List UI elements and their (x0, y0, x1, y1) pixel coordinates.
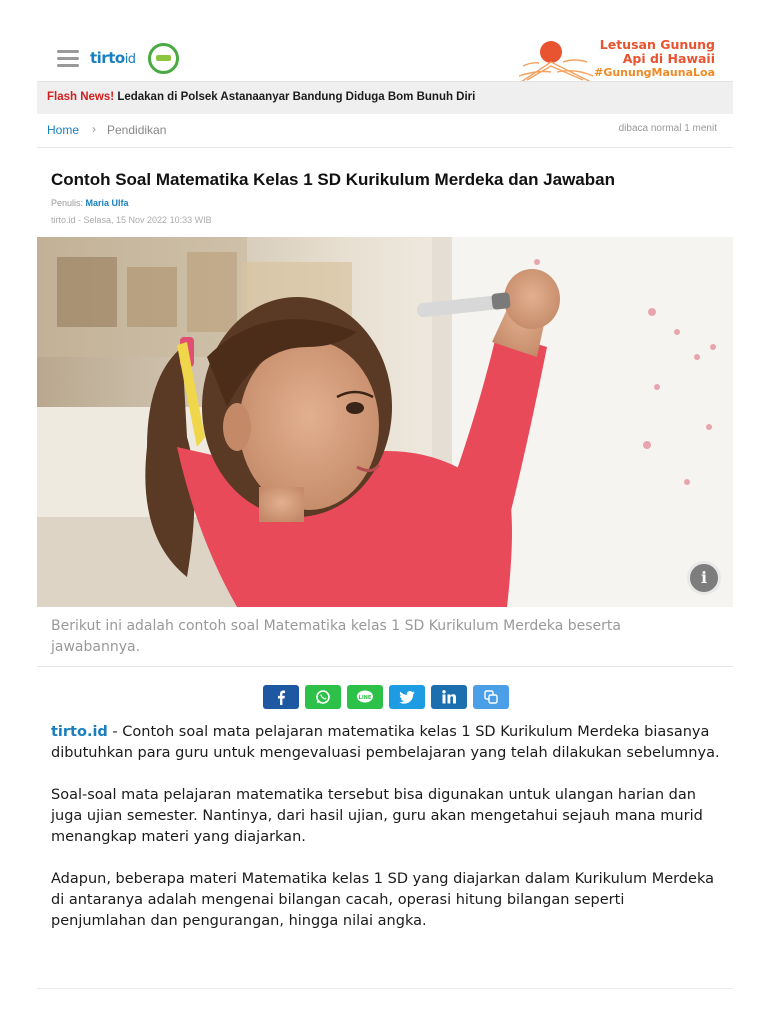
promo-line-1: Letusan Gunung (599, 37, 715, 52)
line-share-button[interactable] (347, 685, 383, 709)
twitter-share-button[interactable] (389, 685, 425, 709)
svg-text:LINE: LINE (358, 695, 372, 701)
article-body (51, 722, 721, 953)
facebook-share-button[interactable] (263, 685, 299, 709)
breadcrumb (37, 114, 733, 148)
info-icon[interactable]: i (687, 561, 721, 595)
volcano-sun-icon (517, 36, 595, 82)
article-paragraph-2: Soal-soal mata pelajaran matematika tersebut bisa digunakan untuk ulangan harian dan juga ujian semester. Nantinya, dari hasil ujian, guru akan mengetahui sejauh mana murid menangkap materi yang diajarkan. (51, 787, 703, 845)
divider (37, 666, 733, 667)
anniversary-badge-icon (148, 43, 179, 74)
hamburger-menu-icon[interactable] (57, 50, 79, 68)
article-paragraph-1 (51, 722, 721, 764)
girl-writing-on-whiteboard-photo (37, 237, 733, 607)
share-bar (263, 685, 509, 709)
paragraph-1-text: - Contoh soal mata pelajaran matematika kelas 1 SD Kurikulum Merdeka biasanya dibutuhkan para guru untuk mengevaluasi pembelajaran yang telah dilakukan sebelumnya. (51, 724, 720, 761)
line-icon (356, 690, 374, 704)
whatsapp-share-button[interactable] (305, 685, 341, 709)
article-author (51, 198, 129, 208)
copy-icon (484, 690, 498, 704)
whatsapp-icon (315, 689, 331, 705)
source-link[interactable]: tirto.id (51, 724, 108, 740)
read-time: dibaca normal 1 menit (618, 123, 717, 134)
promo-banner[interactable] (517, 36, 715, 82)
linkedin-icon (442, 690, 456, 704)
flash-news-headline[interactable]: Ledakan di Polsek Astanaanyar Bandung Diduga Bom Bunuh Diri (117, 91, 476, 103)
divider (37, 988, 733, 989)
promo-hashtag: #GunungMaunaLoa (594, 66, 715, 79)
breadcrumb-category[interactable]: Pendidikan (107, 123, 167, 137)
author-name[interactable]: Maria Ulfa (85, 198, 129, 208)
flash-news-bar[interactable] (37, 81, 733, 114)
promo-line-2: Api di Hawaii (622, 51, 715, 66)
copy-link-button[interactable] (473, 685, 509, 709)
promo-text (594, 38, 715, 80)
hero-image (37, 237, 733, 607)
author-label: Penulis: (51, 198, 84, 208)
twitter-icon (399, 691, 415, 704)
breadcrumb-home[interactable]: Home (47, 123, 80, 137)
article-title: Contoh Soal Matematika Kelas 1 SD Kurikulum Merdeka dan Jawaban (51, 170, 615, 189)
logo-text: tirto (90, 49, 125, 67)
site-logo[interactable] (90, 49, 136, 67)
logo-suffix: id (124, 52, 136, 67)
image-caption: Berikut ini adalah contoh soal Matematika kelas 1 SD Kurikulum Merdeka beserta jawabannya. (51, 618, 621, 655)
site-header (37, 30, 733, 82)
linkedin-share-button[interactable] (431, 685, 467, 709)
chevron-right-icon: › (92, 122, 96, 136)
facebook-icon (276, 690, 286, 705)
article-paragraph-3: Adapun, beberapa materi Matematika kelas 1 SD yang diajarkan dalam Kurikulum Merdeka di antaranya adalah mengenai bilangan cacah, operasi hitung bilangan seperti penjumlahan dan pengurangan, hingga nilai angka. (51, 871, 714, 929)
publish-date: tirto.id - Selasa, 15 Nov 2022 10:33 WIB (51, 215, 212, 225)
flash-news-label: Flash News! (47, 91, 115, 103)
